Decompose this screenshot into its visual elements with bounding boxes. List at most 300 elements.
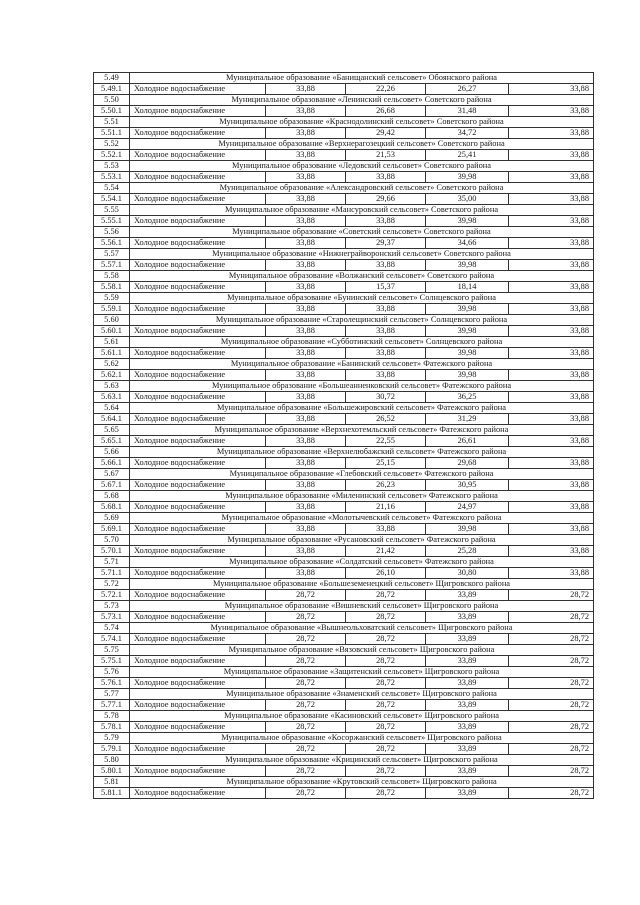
tariff-value: 21,53 bbox=[346, 150, 426, 161]
municipality-header-row bbox=[94, 337, 594, 348]
municipality-title: Муниципальное образование «Молотычевский сельсовет» Фатежского района bbox=[130, 513, 594, 524]
section-number: 5.65 bbox=[94, 425, 130, 436]
municipality-title: Муниципальное образование «Верхнерагозецкий сельсовет» Советского района bbox=[130, 139, 594, 150]
service-name: Холодное водоснабжение bbox=[130, 612, 266, 623]
section-number: 5.76 bbox=[94, 667, 130, 678]
tariff-value: 33,88 bbox=[266, 480, 346, 491]
tariff-value: 24,97 bbox=[426, 502, 509, 513]
municipality-title: Муниципальное образование «Крицинский сельсовет» Щигровского района bbox=[130, 755, 594, 766]
subsection-number: 5.57.1 bbox=[94, 260, 130, 271]
tariff-value: 30,95 bbox=[426, 480, 509, 491]
tariff-row bbox=[94, 282, 594, 293]
tariff-value: 33,88 bbox=[346, 524, 426, 535]
tariff-value: 34,72 bbox=[426, 128, 509, 139]
tariff-row bbox=[94, 722, 594, 733]
tariff-value: 33,88 bbox=[266, 194, 346, 205]
service-name: Холодное водоснабжение bbox=[130, 260, 266, 271]
municipality-title: Муниципальное образование «Миленинский сельсовет» Фатежского района bbox=[130, 491, 594, 502]
tariff-value: 28,72 bbox=[509, 634, 594, 645]
tariff-value: 39,98 bbox=[426, 172, 509, 183]
service-name: Холодное водоснабжение bbox=[130, 590, 266, 601]
tariff-value: 31,48 bbox=[426, 106, 509, 117]
tariff-value: 28,72 bbox=[346, 722, 426, 733]
tariff-value: 33,88 bbox=[346, 172, 426, 183]
subsection-number: 5.61.1 bbox=[94, 348, 130, 359]
tariff-value: 22,55 bbox=[346, 436, 426, 447]
section-number: 5.72 bbox=[94, 579, 130, 590]
municipality-header-row bbox=[94, 491, 594, 502]
municipality-header-row bbox=[94, 469, 594, 480]
service-name: Холодное водоснабжение bbox=[130, 502, 266, 513]
tariff-value: 39,98 bbox=[426, 216, 509, 227]
service-name: Холодное водоснабжение bbox=[130, 766, 266, 777]
tariff-row bbox=[94, 106, 594, 117]
subsection-number: 5.55.1 bbox=[94, 216, 130, 227]
tariff-value: 25,28 bbox=[426, 546, 509, 557]
subsection-number: 5.58.1 bbox=[94, 282, 130, 293]
tariff-value: 28,72 bbox=[346, 612, 426, 623]
tariff-value: 33,88 bbox=[509, 128, 594, 139]
subsection-number: 5.72.1 bbox=[94, 590, 130, 601]
service-name: Холодное водоснабжение bbox=[130, 172, 266, 183]
tariff-row bbox=[94, 84, 594, 95]
tariff-value: 28,72 bbox=[509, 788, 594, 799]
section-number: 5.60 bbox=[94, 315, 130, 326]
section-number: 5.54 bbox=[94, 183, 130, 194]
tariff-value: 28,72 bbox=[346, 590, 426, 601]
municipality-header-row bbox=[94, 403, 594, 414]
tariff-value: 33,88 bbox=[266, 282, 346, 293]
service-name: Холодное водоснабжение bbox=[130, 348, 266, 359]
section-number: 5.68 bbox=[94, 491, 130, 502]
municipality-title: Муниципальное образование «Защитенский сельсовет» Щигровского района bbox=[130, 667, 594, 678]
municipality-title: Муниципальное образование «Мансуровский сельсовет» Советского района bbox=[130, 205, 594, 216]
tariff-value: 26,27 bbox=[426, 84, 509, 95]
tariff-value: 33,88 bbox=[509, 524, 594, 535]
section-number: 5.50 bbox=[94, 95, 130, 106]
municipality-title: Муниципальное образование «Солдатский сельсовет» Фатежского района bbox=[130, 557, 594, 568]
municipality-header-row bbox=[94, 513, 594, 524]
tariff-value: 29,68 bbox=[426, 458, 509, 469]
tariff-row bbox=[94, 766, 594, 777]
section-number: 5.51 bbox=[94, 117, 130, 128]
municipality-title: Муниципальное образование «Верхнелюбажский сельсовет» Фатежского района bbox=[130, 447, 594, 458]
municipality-header-row bbox=[94, 579, 594, 590]
tariff-row bbox=[94, 612, 594, 623]
subsection-number: 5.65.1 bbox=[94, 436, 130, 447]
section-number: 5.59 bbox=[94, 293, 130, 304]
tariff-row bbox=[94, 700, 594, 711]
tariff-value: 33,88 bbox=[509, 238, 594, 249]
tariff-value: 28,72 bbox=[346, 744, 426, 755]
service-name: Холодное водоснабжение bbox=[130, 678, 266, 689]
subsection-number: 5.78.1 bbox=[94, 722, 130, 733]
tariff-value: 33,88 bbox=[266, 326, 346, 337]
section-number: 5.66 bbox=[94, 447, 130, 458]
municipality-header-row bbox=[94, 161, 594, 172]
municipality-header-row bbox=[94, 777, 594, 788]
tariff-value: 33,88 bbox=[346, 370, 426, 381]
municipality-title: Муниципальное образование «Крутовский сельсовет» Щигровского района bbox=[130, 777, 594, 788]
section-number: 5.73 bbox=[94, 601, 130, 612]
section-number: 5.55 bbox=[94, 205, 130, 216]
service-name: Холодное водоснабжение bbox=[130, 656, 266, 667]
tariff-value: 28,72 bbox=[346, 634, 426, 645]
tariff-value: 33,88 bbox=[266, 568, 346, 579]
tariff-row bbox=[94, 546, 594, 557]
municipality-title: Муниципальное образование «Субботинский сельсовет» Солнцевского района bbox=[130, 337, 594, 348]
tariff-value: 15,37 bbox=[346, 282, 426, 293]
subsection-number: 5.74.1 bbox=[94, 634, 130, 645]
service-name: Холодное водоснабжение bbox=[130, 128, 266, 139]
subsection-number: 5.59.1 bbox=[94, 304, 130, 315]
municipality-header-row bbox=[94, 293, 594, 304]
municipality-header-row bbox=[94, 315, 594, 326]
subsection-number: 5.54.1 bbox=[94, 194, 130, 205]
municipality-title: Муниципальное образование «Старолещинский сельсовет» Солнцевского района bbox=[130, 315, 594, 326]
section-number: 5.77 bbox=[94, 689, 130, 700]
tariff-row bbox=[94, 634, 594, 645]
tariff-value: 28,72 bbox=[266, 722, 346, 733]
municipality-header-row bbox=[94, 667, 594, 678]
section-number: 5.81 bbox=[94, 777, 130, 788]
subsection-number: 5.64.1 bbox=[94, 414, 130, 425]
municipality-title: Муниципальное образование «Советский сельсовет» Советского района bbox=[130, 227, 594, 238]
tariff-value: 33,89 bbox=[426, 678, 509, 689]
municipality-header-row bbox=[94, 623, 594, 634]
municipality-title: Муниципальное образование «Ледовский сельсовет» Советского района bbox=[130, 161, 594, 172]
tariff-value: 26,68 bbox=[346, 106, 426, 117]
service-name: Холодное водоснабжение bbox=[130, 282, 266, 293]
tariff-row bbox=[94, 480, 594, 491]
subsection-number: 5.81.1 bbox=[94, 788, 130, 799]
municipality-title: Муниципальное образование «Большеанненковский сельсовет» Фатежского района bbox=[130, 381, 594, 392]
section-number: 5.80 bbox=[94, 755, 130, 766]
subsection-number: 5.63.1 bbox=[94, 392, 130, 403]
section-number: 5.49 bbox=[94, 73, 130, 84]
service-name: Холодное водоснабжение bbox=[130, 150, 266, 161]
service-name: Холодное водоснабжение bbox=[130, 546, 266, 557]
tariff-value: 28,72 bbox=[266, 656, 346, 667]
subsection-number: 5.53.1 bbox=[94, 172, 130, 183]
tariff-value: 33,88 bbox=[266, 106, 346, 117]
tariff-table bbox=[93, 72, 594, 799]
section-number: 5.71 bbox=[94, 557, 130, 568]
tariff-row bbox=[94, 524, 594, 535]
municipality-header-row bbox=[94, 271, 594, 282]
section-number: 5.56 bbox=[94, 227, 130, 238]
tariff-value: 33,88 bbox=[509, 502, 594, 513]
municipality-header-row bbox=[94, 73, 594, 84]
section-number: 5.53 bbox=[94, 161, 130, 172]
tariff-value: 33,88 bbox=[266, 370, 346, 381]
tariff-value: 33,89 bbox=[426, 700, 509, 711]
service-name: Холодное водоснабжение bbox=[130, 722, 266, 733]
municipality-header-row bbox=[94, 139, 594, 150]
section-number: 5.61 bbox=[94, 337, 130, 348]
tariff-value: 33,88 bbox=[266, 414, 346, 425]
municipality-header-row bbox=[94, 711, 594, 722]
section-number: 5.79 bbox=[94, 733, 130, 744]
section-number: 5.58 bbox=[94, 271, 130, 282]
municipality-title: Муниципальное образование «Верхнехотемльский сельсовет» Фатежского района bbox=[130, 425, 594, 436]
municipality-header-row bbox=[94, 535, 594, 546]
municipality-header-row bbox=[94, 359, 594, 370]
tariff-row bbox=[94, 260, 594, 271]
tariff-value: 28,72 bbox=[509, 612, 594, 623]
service-name: Холодное водоснабжение bbox=[130, 238, 266, 249]
tariff-value: 33,88 bbox=[266, 260, 346, 271]
tariff-document bbox=[93, 72, 593, 799]
service-name: Холодное водоснабжение bbox=[130, 326, 266, 337]
tariff-value: 39,98 bbox=[426, 326, 509, 337]
tariff-value: 26,52 bbox=[346, 414, 426, 425]
tariff-value: 26,23 bbox=[346, 480, 426, 491]
municipality-header-row bbox=[94, 557, 594, 568]
service-name: Холодное водоснабжение bbox=[130, 194, 266, 205]
municipality-header-row bbox=[94, 755, 594, 766]
tariff-row bbox=[94, 128, 594, 139]
section-number: 5.75 bbox=[94, 645, 130, 656]
service-name: Холодное водоснабжение bbox=[130, 392, 266, 403]
tariff-row bbox=[94, 656, 594, 667]
tariff-value: 33,88 bbox=[509, 304, 594, 315]
tariff-value: 33,89 bbox=[426, 590, 509, 601]
municipality-title: Муниципальное образование «Банинский сельсовет» Фатежского района bbox=[130, 359, 594, 370]
service-name: Холодное водоснабжение bbox=[130, 480, 266, 491]
tariff-value: 33,88 bbox=[266, 238, 346, 249]
tariff-value: 26,10 bbox=[346, 568, 426, 579]
tariff-value: 39,98 bbox=[426, 370, 509, 381]
tariff-value: 33,88 bbox=[266, 546, 346, 557]
tariff-value: 33,88 bbox=[266, 172, 346, 183]
subsection-number: 5.49.1 bbox=[94, 84, 130, 95]
service-name: Холодное водоснабжение bbox=[130, 788, 266, 799]
tariff-value: 28,72 bbox=[509, 766, 594, 777]
tariff-value: 33,88 bbox=[509, 458, 594, 469]
tariff-value: 21,16 bbox=[346, 502, 426, 513]
tariff-value: 33,88 bbox=[509, 172, 594, 183]
municipality-title: Муниципальное образование «Глебовский сельсовет» Фатежского района bbox=[130, 469, 594, 480]
municipality-title: Муниципальное образование «Косоржанский сельсовет» Щигровского района bbox=[130, 733, 594, 744]
tariff-value: 18,14 bbox=[426, 282, 509, 293]
municipality-header-row bbox=[94, 117, 594, 128]
municipality-header-row bbox=[94, 447, 594, 458]
tariff-value: 29,66 bbox=[346, 194, 426, 205]
tariff-table-body bbox=[94, 73, 594, 799]
tariff-value: 28,72 bbox=[266, 744, 346, 755]
municipality-header-row bbox=[94, 645, 594, 656]
tariff-value: 28,72 bbox=[266, 590, 346, 601]
municipality-title: Муниципальное образование «Ленинский сельсовет» Советского района bbox=[130, 95, 594, 106]
tariff-value: 33,88 bbox=[509, 150, 594, 161]
section-number: 5.63 bbox=[94, 381, 130, 392]
tariff-row bbox=[94, 172, 594, 183]
tariff-value: 33,88 bbox=[266, 436, 346, 447]
tariff-value: 28,72 bbox=[266, 634, 346, 645]
service-name: Холодное водоснабжение bbox=[130, 84, 266, 95]
tariff-value: 28,72 bbox=[509, 700, 594, 711]
tariff-row bbox=[94, 414, 594, 425]
tariff-value: 35,00 bbox=[426, 194, 509, 205]
subsection-number: 5.69.1 bbox=[94, 524, 130, 535]
tariff-value: 28,72 bbox=[266, 700, 346, 711]
service-name: Холодное водоснабжение bbox=[130, 414, 266, 425]
tariff-value: 29,42 bbox=[346, 128, 426, 139]
tariff-row bbox=[94, 458, 594, 469]
subsection-number: 5.67.1 bbox=[94, 480, 130, 491]
tariff-value: 33,88 bbox=[509, 546, 594, 557]
tariff-value: 33,89 bbox=[426, 788, 509, 799]
subsection-number: 5.60.1 bbox=[94, 326, 130, 337]
tariff-value: 34,66 bbox=[426, 238, 509, 249]
tariff-value: 21,42 bbox=[346, 546, 426, 557]
tariff-value: 33,88 bbox=[266, 150, 346, 161]
subsection-number: 5.79.1 bbox=[94, 744, 130, 755]
tariff-value: 28,72 bbox=[346, 678, 426, 689]
tariff-value: 33,89 bbox=[426, 612, 509, 623]
service-name: Холодное водоснабжение bbox=[130, 458, 266, 469]
tariff-row bbox=[94, 370, 594, 381]
municipality-title: Муниципальное образование «Вязовский сельсовет» Щигровского района bbox=[130, 645, 594, 656]
municipality-title: Муниципальное образование «Касиновский сельсовет» Щигровского района bbox=[130, 711, 594, 722]
tariff-value: 33,88 bbox=[346, 348, 426, 359]
tariff-value: 33,88 bbox=[509, 392, 594, 403]
subsection-number: 5.68.1 bbox=[94, 502, 130, 513]
municipality-header-row bbox=[94, 425, 594, 436]
service-name: Холодное водоснабжение bbox=[130, 634, 266, 645]
tariff-row bbox=[94, 238, 594, 249]
service-name: Холодное водоснабжение bbox=[130, 370, 266, 381]
tariff-row bbox=[94, 788, 594, 799]
tariff-row bbox=[94, 304, 594, 315]
municipality-title: Муниципальное образование «Русановский сельсовет» Фатежского района bbox=[130, 535, 594, 546]
municipality-header-row bbox=[94, 689, 594, 700]
section-number: 5.78 bbox=[94, 711, 130, 722]
municipality-header-row bbox=[94, 733, 594, 744]
section-number: 5.70 bbox=[94, 535, 130, 546]
tariff-value: 33,88 bbox=[346, 326, 426, 337]
tariff-value: 31,29 bbox=[426, 414, 509, 425]
tariff-value: 28,72 bbox=[346, 700, 426, 711]
tariff-value: 33,88 bbox=[509, 568, 594, 579]
tariff-row bbox=[94, 216, 594, 227]
tariff-value: 33,89 bbox=[426, 766, 509, 777]
subsection-number: 5.77.1 bbox=[94, 700, 130, 711]
municipality-title: Муниципальное образование «Вышнеольховатский сельсовет» Щигровского района bbox=[130, 623, 594, 634]
subsection-number: 5.52.1 bbox=[94, 150, 130, 161]
municipality-title: Муниципальное образование «Нижнеграйворонский сельсовет» Советского района bbox=[130, 249, 594, 260]
subsection-number: 5.71.1 bbox=[94, 568, 130, 579]
tariff-value: 28,72 bbox=[266, 788, 346, 799]
tariff-value: 33,88 bbox=[346, 304, 426, 315]
municipality-title: Муниципальное образование «Волжанский сельсовет» Советского района bbox=[130, 271, 594, 282]
tariff-value: 33,89 bbox=[426, 722, 509, 733]
tariff-value: 33,88 bbox=[266, 502, 346, 513]
tariff-value: 22,26 bbox=[346, 84, 426, 95]
municipality-header-row bbox=[94, 183, 594, 194]
municipality-header-row bbox=[94, 381, 594, 392]
tariff-value: 33,88 bbox=[509, 436, 594, 447]
subsection-number: 5.75.1 bbox=[94, 656, 130, 667]
service-name: Холодное водоснабжение bbox=[130, 106, 266, 117]
municipality-header-row bbox=[94, 249, 594, 260]
section-number: 5.52 bbox=[94, 139, 130, 150]
tariff-value: 30,72 bbox=[346, 392, 426, 403]
subsection-number: 5.56.1 bbox=[94, 238, 130, 249]
tariff-value: 33,89 bbox=[426, 656, 509, 667]
tariff-row bbox=[94, 392, 594, 403]
tariff-value: 33,88 bbox=[346, 260, 426, 271]
municipality-header-row bbox=[94, 95, 594, 106]
subsection-number: 5.73.1 bbox=[94, 612, 130, 623]
subsection-number: 5.76.1 bbox=[94, 678, 130, 689]
service-name: Холодное водоснабжение bbox=[130, 436, 266, 447]
municipality-title: Муниципальное образование «Вишневский сельсовет» Щигровского района bbox=[130, 601, 594, 612]
tariff-row bbox=[94, 744, 594, 755]
municipality-title: Муниципальное образование «Большежировский сельсовет» Фатежского района bbox=[130, 403, 594, 414]
municipality-title: Муниципальное образование «Краснодолинский сельсовет» Советского района bbox=[130, 117, 594, 128]
tariff-row bbox=[94, 348, 594, 359]
tariff-value: 28,72 bbox=[509, 722, 594, 733]
subsection-number: 5.50.1 bbox=[94, 106, 130, 117]
tariff-value: 28,72 bbox=[509, 590, 594, 601]
tariff-value: 28,72 bbox=[266, 766, 346, 777]
tariff-row bbox=[94, 194, 594, 205]
tariff-value: 33,88 bbox=[266, 128, 346, 139]
tariff-value: 33,89 bbox=[426, 744, 509, 755]
tariff-value: 28,72 bbox=[346, 766, 426, 777]
tariff-value: 33,88 bbox=[509, 216, 594, 227]
service-name: Холодное водоснабжение bbox=[130, 568, 266, 579]
section-number: 5.67 bbox=[94, 469, 130, 480]
tariff-value: 28,72 bbox=[346, 788, 426, 799]
tariff-row bbox=[94, 326, 594, 337]
tariff-row bbox=[94, 568, 594, 579]
subsection-number: 5.80.1 bbox=[94, 766, 130, 777]
tariff-value: 33,88 bbox=[266, 348, 346, 359]
tariff-value: 28,72 bbox=[509, 656, 594, 667]
subsection-number: 5.66.1 bbox=[94, 458, 130, 469]
section-number: 5.57 bbox=[94, 249, 130, 260]
tariff-value: 30,80 bbox=[426, 568, 509, 579]
section-number: 5.62 bbox=[94, 359, 130, 370]
section-number: 5.64 bbox=[94, 403, 130, 414]
tariff-value: 25,41 bbox=[426, 150, 509, 161]
tariff-value: 28,72 bbox=[509, 744, 594, 755]
tariff-value: 33,89 bbox=[426, 634, 509, 645]
tariff-value: 33,88 bbox=[509, 414, 594, 425]
subsection-number: 5.62.1 bbox=[94, 370, 130, 381]
municipality-header-row bbox=[94, 601, 594, 612]
municipality-title: Муниципальное образование «Большеземенецкий сельсовет» Щигровского района bbox=[130, 579, 594, 590]
tariff-value: 33,88 bbox=[509, 106, 594, 117]
tariff-value: 33,88 bbox=[346, 216, 426, 227]
service-name: Холодное водоснабжение bbox=[130, 744, 266, 755]
service-name: Холодное водоснабжение bbox=[130, 700, 266, 711]
tariff-row bbox=[94, 590, 594, 601]
tariff-value: 39,98 bbox=[426, 260, 509, 271]
tariff-value: 25,15 bbox=[346, 458, 426, 469]
tariff-value: 28,72 bbox=[266, 612, 346, 623]
tariff-value: 28,72 bbox=[509, 678, 594, 689]
tariff-value: 33,88 bbox=[509, 194, 594, 205]
tariff-value: 39,98 bbox=[426, 524, 509, 535]
section-number: 5.69 bbox=[94, 513, 130, 524]
municipality-header-row bbox=[94, 227, 594, 238]
tariff-value: 33,88 bbox=[266, 524, 346, 535]
tariff-value: 33,88 bbox=[509, 84, 594, 95]
